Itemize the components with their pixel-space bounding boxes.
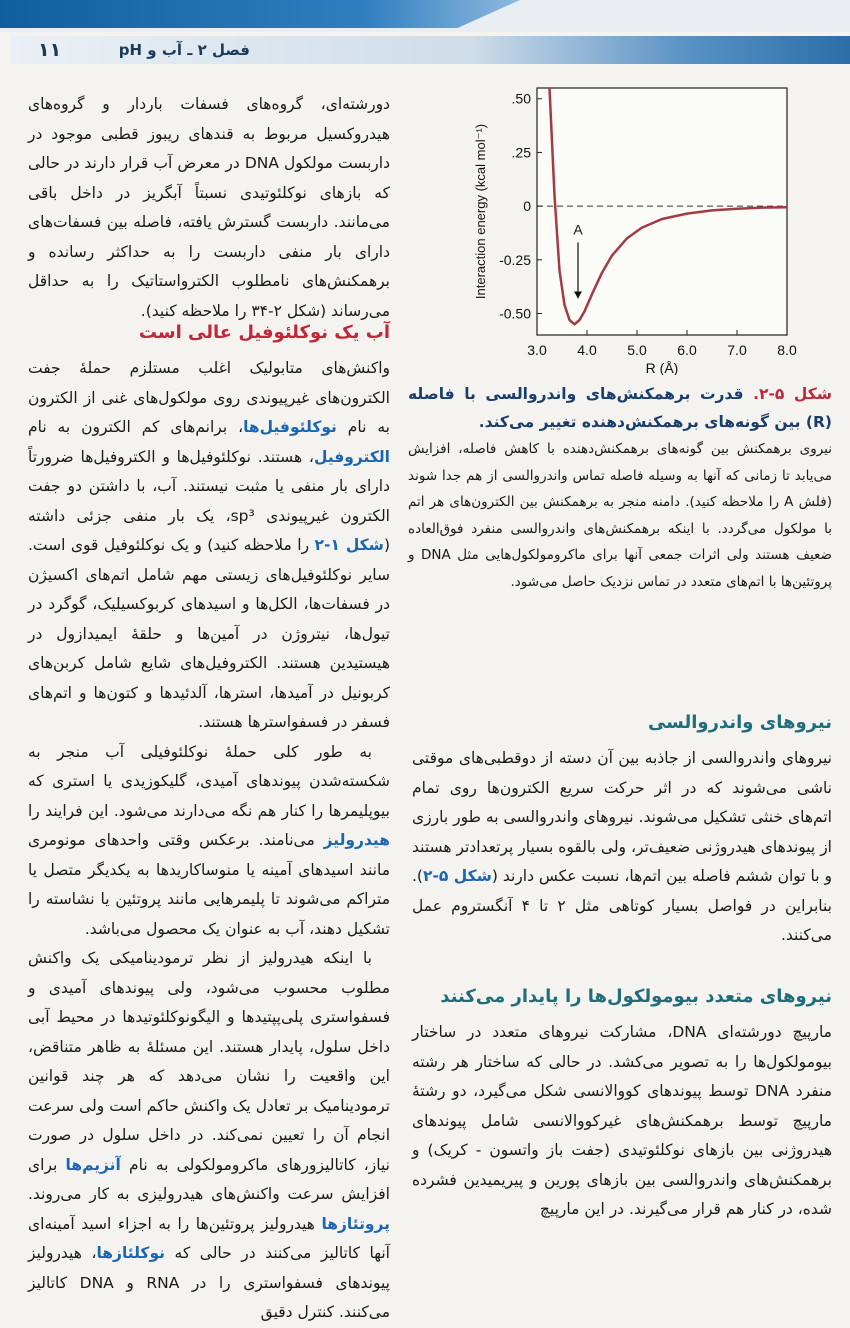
chapter-title: فصل ۲ ـ آب و pH [118, 41, 250, 59]
section2-paragraph: نیروهای واندروالسی از جاذبه بین آن دسته از دوقطبی‌های موقتی ناشی می‌شوند که در اثر حرکت سریع الکترون‌ها روی تمام اتم‌های خنثی تشکیل می‌شوند. نیروهای واندروالسی به طور بارزی از پیوندهای هیدروژنی ضعیف‌تر، ولی بالقوه بسیار پرتعدادتر هستند و با توان ششم فاصله بین اتم‌ها، نسبت عکس دارند (شکل ۵-۲). بنابراین در فواصل بسیار کوتاهی مثل ۲ تا ۴ آنگستروم عمل می‌کنند. [412, 749, 832, 944]
figure-caption-body: نیروی برهمکنش بین گونه‌های برهمکنش‌دهنده با کاهش فاصله، افزایش می‌یابد تا زمانی که آنها به وسیله فاصله تماس واندروالسی از هم جدا شوند (فلش A را ملاحظه کنید). دامنه منجر به برهمکنش بین الکترون‌های هر اتم با مولکول می‌گردد. با اینکه برهمکنش‌های واندروالسی منفرد فوق‌العاده ضعیف هستند ولی اثرات جمعی آنها برای ماکرومولکول‌هایی مثل DNA و پروتئین‌ها با اتم‌های متعدد در تماس نزدیک حاصل می‌شود. [408, 441, 833, 590]
section1-body [28, 354, 390, 1328]
page-number: ۱۱ [38, 39, 62, 61]
keyword-enzymes: آنزیم‌ها [65, 1155, 121, 1174]
figure-ref-5-2[interactable]: شکل ۵-۲ [422, 867, 492, 885]
keyword-electrophile: الکتروفیل [313, 447, 390, 466]
section2-body [412, 744, 832, 951]
chart-svg [452, 80, 802, 375]
section3-paragraph: مارپیچ دورشته‌ای DNA، مشارکت نیروهای متعدد در ساختار بیومولکول‌ها را به تصویر می‌کشد. در حالی که ساختار هر رشته منفرد DNA توسط پیوندهای کووالانسی شکل می‌گیرد، دو رشتهٔ مارپیچ توسط برهمکنش‌های غیرکووالانسی شامل پیوندهای هیدروژنی بین بازهای نوکلئوتیدی (جفت باز واتسون - کریک) و برهمکنش‌های واندروالسی بین بازهای پورین و پیریمیدین فشرده شده، در کنار هم قرار می‌گیرند. در این مارپیچ [412, 1023, 833, 1218]
vdw-energy-chart [452, 80, 802, 375]
x-tick-label: 6.0 [677, 342, 697, 358]
section-heading-multiple-forces: نیروهای متعدد بیومولکول‌ها را پایدار می‌کنند [440, 986, 832, 1007]
x-axis-label: R (Å) [645, 360, 679, 375]
x-tick-label: 7.0 [727, 342, 747, 358]
figure-caption-title: شکل ۵-۲. قدرت برهمکنش‌های واندروالسی با فاصله (R) بین گونه‌های برهمکنش‌دهنده تغییر می‌کند. [408, 385, 832, 431]
intro-paragraph: دورشته‌ای، گروه‌های فسفات باردار و گروه‌های هیدروکسیل مربوط به قندهای ریبوز قطبی موجود در داربست مولکول DNA در معرض آب قرار دارند در حالی که بازهای نوکلئوتیدی نسبتاً آبگریز در داخل باقی می‌مانند. داربست گسترش یافته، فاصله بین فسفات‌های دارای بار منفی داربست را به حداکثر رسانده و برهمکنش‌های نامطلوب الکترواستاتیک را به حداقل می‌رساند (شکل ۲-۳۴ را ملاحظه کنید). [28, 95, 390, 320]
section3-body [412, 1018, 832, 1225]
x-tick-label: 8.0 [777, 342, 797, 358]
annotation-A: A [573, 221, 583, 238]
section1-paragraph-1: واکنش‌های متابولیک اغلب مستلزم حملهٔ جفت الکترون‌های غیرپیوندی روی مولکول‌های غنی از الکترون به نام نوکلئوفیل‌ها، برانم‌های کم الکترون به نام الکتروفیل، هستند. نوکلئوفیل‌ها و الکتروفیل‌ها ضرورتاً دارای بار منفی یا مثبت نیستند. آب، با داشتن دو جفت الکترون غیرپیوندی sp³، یک بار منفی جزئی داشته (شکل ۱-۲ را ملاحظه کنید) و یک نوکلئوفیل قوی است. سایر نوکلئوفیل‌های زیستی مهم شامل اتم‌های اکسیژن در فسفات‌ها، الکل‌ها و اسیدهای کربوکسیلیک، گوگرد در تیول‌ها، نیتروژن در آمین‌ها و حلقهٔ ایمیدازول در هیستیدین هستند. الکتروفیل‌های شایع شامل کربن‌های کربونیل در آمیدها، استرها، آلدئیدها و کتون‌ها و اتم‌های فسفر در فسفواسترها هستند. [28, 359, 390, 731]
x-tick-label: 5.0 [627, 342, 647, 358]
keyword-nucleophiles: نوکلئوفیل‌ها [243, 418, 337, 436]
keyword-hydrolysis: هیدرولیز [323, 831, 390, 849]
section1-paragraph-2: به طور کلی حملهٔ نوکلئوفیلی آب منجر به شکسته‌شدن پیوندهای آمیدی، گلیکوزیدی یا استری که بیوپلیمرها را کنار هم نگه می‌دارند می‌شود. این فرایند را هیدرولیز می‌نامند. برعکس وقتی واحدهای مونومری مانند اسیدهای آمینه یا منوساکاریدها به یکدیگر متصل یا متراکم می‌شوند تا پلیمرهایی مانند پروتئین یا نشاسته را تشکیل دهند، آب به عنوان یک محصول می‌باشد. [28, 742, 390, 938]
figure-ref-1-2[interactable]: شکل ۱-۲ [314, 536, 384, 554]
section-heading-vdw: نیروهای واندروالسی [647, 712, 832, 733]
figure-label: شکل ۵-۲. [753, 385, 832, 403]
y-axis-label: Interaction energy (kcal mol⁻¹) [473, 123, 488, 300]
y-tick-label: 0 [523, 198, 531, 215]
y-tick-label: -0.50 [499, 305, 531, 322]
y-tick-label: -0.25 [499, 251, 531, 268]
keyword-nucleases: نوکلئازها [96, 1244, 165, 1262]
section1-paragraph-3: با اینکه هیدرولیز از نظر ترمودینامیکی یک واکنش مطلوب محسوب می‌شود، ولی پیوندهای آمیدی و فسفواستری پلی‌پپتیدها و الیگونوکلئوتیدها در محیط آبی داخل سلول، پایدار هستند. این مسئلهٔ به ظاهر متناقض، این واقعیت را نشان می‌دهد که هر چند قوانین ترمودینامیک بر تعادل یک واکنش حاکم است ولی سرعت انجام آن را تعیین نمی‌کند. در داخل سلول در صورت نیاز، کاتالیزورهای ماکرومولکولی به نام آنزیم‌ها برای افزایش سرعت واکنش‌های هیدرولیزی به کار می‌روند. پروتئازها هیدرولیز پروتئین‌ها را به اجزاء اسید آمینه‌ای آنها کاتالیز می‌کنند در حالی که نوکلئازها، هیدرولیز پیوندهای فسفواستری را در RNA و DNA کاتالیز می‌کنند. کنترل دقیق [28, 949, 390, 1321]
x-tick-label: 4.0 [577, 342, 597, 358]
y-tick-label: .50 [511, 90, 531, 107]
section-heading-nucleophile: آب یک نوکلئوفیل عالی است [138, 322, 390, 343]
y-tick-label: .25 [511, 144, 531, 161]
top-decorative-stripe [0, 0, 520, 28]
plot-frame [537, 88, 787, 335]
x-tick-label: 3.0 [527, 342, 547, 358]
intro-paragraph-block [28, 90, 390, 326]
figure-caption [408, 380, 832, 650]
keyword-proteases: پروتئازها [321, 1214, 390, 1233]
